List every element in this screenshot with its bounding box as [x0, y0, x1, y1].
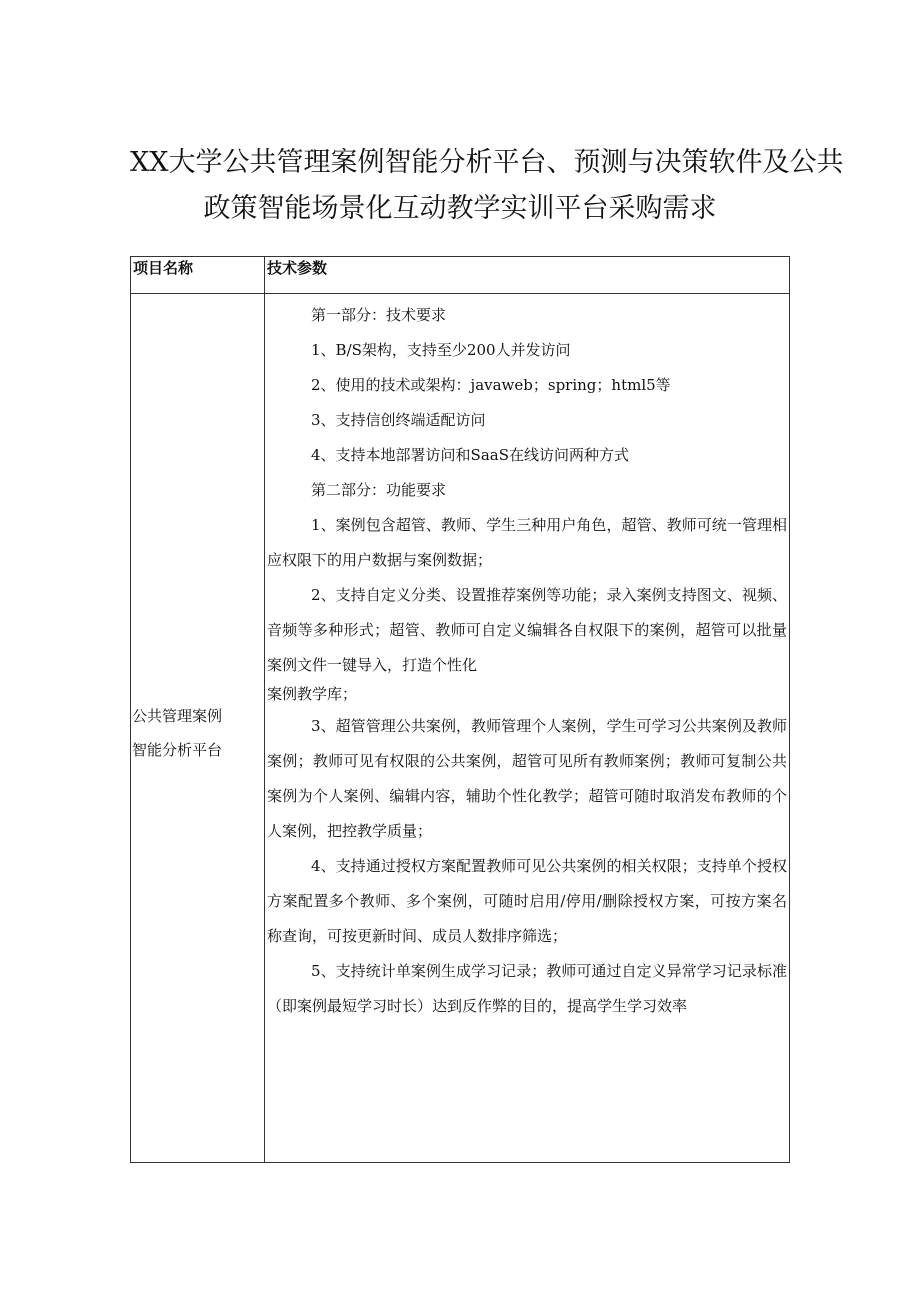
technical-params-cell — [265, 294, 790, 1163]
project-name-line-1: 公共管理案例 — [132, 707, 223, 725]
param-paragraph: 3、超管管理公共案例，教师管理个人案例，学生可学习公共案例及教师案例；教师可见有权限的公共案例，超管可见所有教师案例；教师可复制公共案例为个人案例、编辑内容，辅助个性化教学；超管可随时取消发布教师的个人案例，把控教学质量； — [267, 717, 787, 840]
param-paragraph: 4、支持本地部署访问和SaaS在线访问两种方式 — [311, 446, 629, 464]
param-paragraph: 3、支持信创终端适配访问 — [311, 411, 486, 429]
param-paragraph: 1、B/S架构，支持至少200人并发访问 — [311, 341, 571, 359]
project-name-cell — [131, 294, 265, 1163]
param-paragraph: 1、案例包含超管、教师、学生三种用户角色，超管、教师可统一管理相应权限下的用户数据与案例数据； — [267, 516, 787, 569]
document-title-line-1: XX大学公共管理案例智能分析平台、预测与决策软件及公共 — [130, 147, 844, 178]
param-paragraph: 2、使用的技术或架构：javaweb；spring；html5等 — [311, 376, 671, 394]
project-name-line-2: 智能分析平台 — [132, 741, 223, 759]
table-header-row — [131, 257, 790, 294]
header-project-name: 项目名称 — [131, 257, 265, 294]
table-row — [131, 294, 790, 1163]
header-technical-params: 技术参数 — [265, 257, 790, 294]
document-title — [130, 140, 844, 232]
param-paragraph: 第二部分：功能要求 — [311, 481, 447, 499]
param-paragraph: 5、支持统计单案例生成学习记录；教师可通过自定义异常学习记录标准（即案例最短学习时长）达到反作弊的目的，提高学生学习效率 — [267, 962, 787, 1015]
param-paragraph: 第一部分：技术要求 — [311, 306, 447, 324]
document-title-line-2: 政策智能场景化互动教学实训平台采购需求 — [203, 193, 717, 224]
requirements-table — [130, 256, 790, 1163]
param-paragraph: 案例教学库； — [267, 685, 358, 703]
param-paragraph: 4、支持通过授权方案配置教师可见公共案例的相关权限；支持单个授权方案配置多个教师、多个案例，可随时启用/停用/删除授权方案，可按方案名称查询，可按更新时间、成员人数排序筛选； — [267, 857, 787, 945]
param-paragraph: 2、支持自定义分类、设置推荐案例等功能；录入案例支持图文、视频、音频等多种形式；超管、教师可自定义编辑各自权限下的案例，超管可以批量案例文件一键导入，打造个性化 — [267, 586, 787, 674]
